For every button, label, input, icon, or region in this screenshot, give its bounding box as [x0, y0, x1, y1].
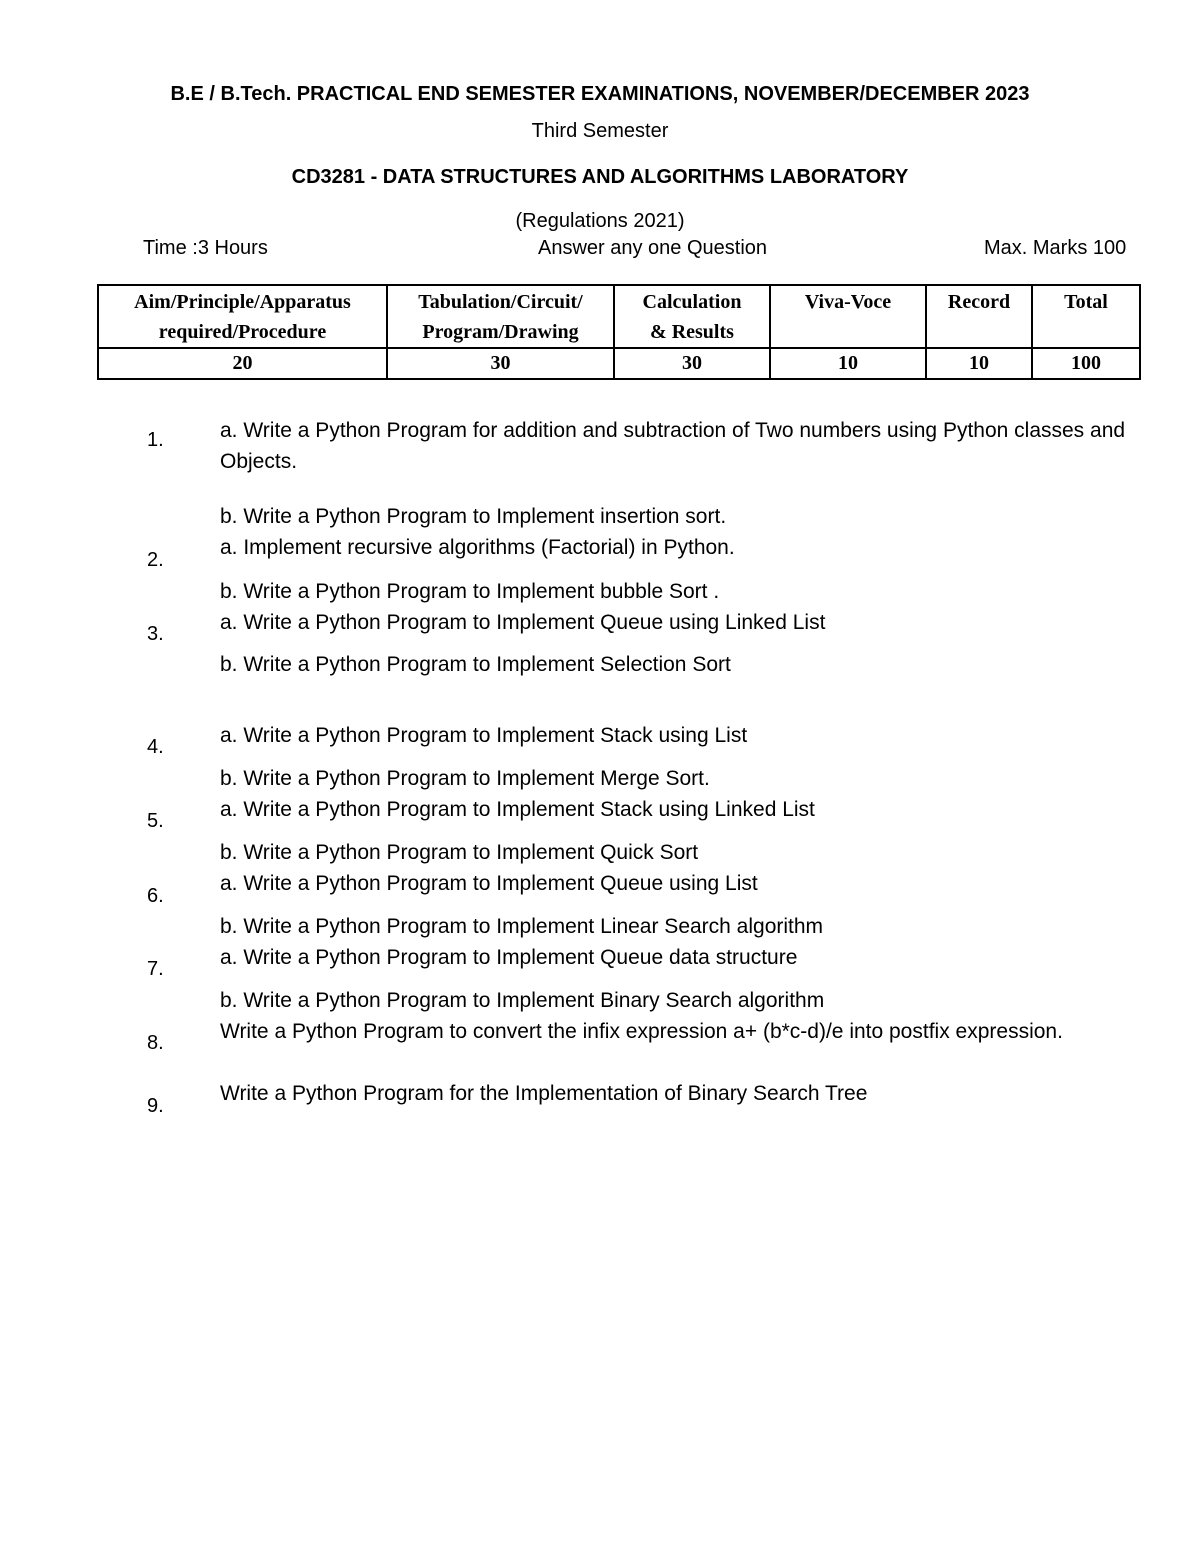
marks-header-aim [98, 285, 387, 348]
question-number: 6. [147, 885, 164, 907]
marks-header-line: & Results [650, 321, 734, 343]
question-text: b. Write a Python Program to Implement insertion sort. [220, 505, 727, 528]
marks-header-line: required/Procedure [158, 321, 327, 343]
marks-header-calculation [614, 285, 770, 348]
question-text: a. Implement recursive algorithms (Factorial) in Python. [220, 536, 735, 559]
marks-table-header-row [98, 285, 1140, 348]
marks-header-line: Viva-Voce [804, 291, 892, 313]
question-number: 7. [147, 958, 164, 980]
question-text: b. Write a Python Program to Implement Quick Sort [220, 841, 699, 864]
marks-header-line: Program/Drawing [422, 321, 579, 343]
question-number: 9. [147, 1095, 164, 1117]
question-text: Write a Python Program to convert the infix expression a+ (b*c-d)/e into postfix expression. [220, 1020, 1063, 1043]
question-number: 4. [147, 736, 164, 758]
question-text: b. Write a Python Program to Implement Binary Search algorithm [220, 989, 825, 1012]
question-text: b. Write a Python Program to Implement Selection Sort [220, 653, 731, 676]
marks-header-line: Aim/Principle/Apparatus [134, 291, 351, 313]
marks-value-total: 100 [1032, 348, 1140, 379]
semester-label: Third Semester [531, 120, 669, 142]
question-number: 5. [147, 810, 164, 832]
question-number: 3. [147, 623, 164, 645]
marks-header-line: Calculation [642, 291, 742, 313]
question-text: a. Write a Python Program to Implement Queue using List [220, 872, 758, 895]
marks-header-line: Total [1064, 291, 1108, 313]
max-marks-label: Max. Marks 100 [984, 237, 1127, 259]
question-text: a. Write a Python Program for addition and subtraction of Two numbers using Python classes and Objects. [220, 419, 1126, 473]
regulations-label: (Regulations 2021) [515, 210, 685, 232]
marks-header-viva [770, 285, 926, 348]
question-text: a. Write a Python Program to Implement Stack using Linked List [220, 798, 815, 821]
question-number: 1. [147, 429, 164, 451]
question-text: Write a Python Program for the Implementation of Binary Search Tree [220, 1082, 868, 1105]
question-number: 2. [147, 549, 164, 571]
question-text: a. Write a Python Program to Implement Queue using Linked List [220, 611, 826, 634]
question-number: 8. [147, 1032, 164, 1054]
marks-header-record [926, 285, 1032, 348]
question-text: b. Write a Python Program to Implement bubble Sort . [220, 580, 720, 603]
marks-value-viva: 10 [770, 348, 926, 379]
instruction-label: Answer any one Question [538, 237, 768, 259]
question-text: a. Write a Python Program to Implement Stack using List [220, 724, 748, 747]
marks-table [97, 284, 1141, 380]
marks-header-line: Record [947, 291, 1011, 313]
course-title: CD3281 - DATA STRUCTURES AND ALGORITHMS LABORATORY [291, 166, 909, 188]
marks-header-tabulation [387, 285, 614, 348]
question-text: b. Write a Python Program to Implement Linear Search algorithm [220, 915, 824, 938]
marks-value-aim: 20 [98, 348, 387, 379]
marks-value-calculation: 30 [614, 348, 770, 379]
question-text: a. Write a Python Program to Implement Queue data structure [220, 946, 798, 969]
exam-title: B.E / B.Tech. PRACTICAL END SEMESTER EXAMINATIONS, NOVEMBER/DECEMBER 2023 [170, 83, 1030, 105]
marks-value-tabulation: 30 [387, 348, 614, 379]
marks-value-record: 10 [926, 348, 1032, 379]
marks-table-value-row [98, 348, 1140, 379]
question-text: b. Write a Python Program to Implement Merge Sort. [220, 767, 710, 790]
time-label: Time :3 Hours [143, 237, 268, 259]
marks-header-total [1032, 285, 1140, 348]
marks-header-line: Tabulation/Circuit/ [418, 291, 583, 313]
